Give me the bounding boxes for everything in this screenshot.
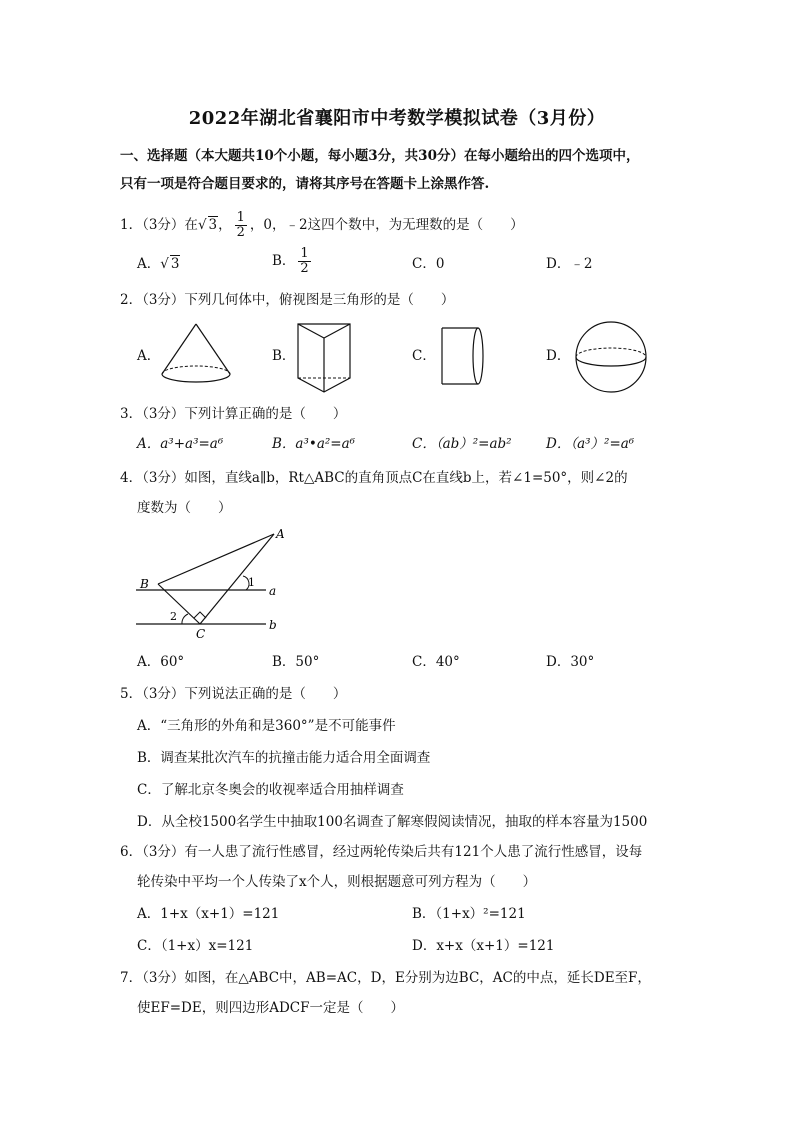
q4-option-a: A．60° [137,654,185,670]
segment-ac [200,534,277,624]
label-angle-1: 1 [248,576,255,589]
section-heading-line2: 只有一项是符合题目要求的，请将其序号在答题卡上涂黑作答. [120,176,490,192]
label-b-vertex: B [140,577,149,591]
angle-2-arc [182,614,188,624]
cone-icon [160,322,232,388]
q4-option-d: D．30° [546,654,595,670]
q1-suffix: ，0，﹣2这四个数中，为无理数的是（ ） [249,217,524,233]
label-line-a: a [269,584,277,598]
q6-option-a: A．1+x（x+1）=121 [137,906,280,922]
q2-option-b: B． [272,348,296,364]
segment-ab [158,534,274,584]
sqrt-symbol: √ 3 [160,256,180,272]
question-6-line2: 轮传染中平均一个人传染了x个人，则根据题意可列方程为（ ） [137,874,537,890]
sqrt-argument: 3 [208,217,218,233]
label-angle-2: 2 [170,610,177,623]
q6-option-c: C．（1+x）x=121 [137,938,254,954]
q5-option-b: B．调查某批次汽车的抗撞击能力适合用全面调查 [137,750,431,766]
question-3: 3．（3分）下列计算正确的是（ ） [120,406,347,422]
question-7-line2: 使EF=DE，则四边形ADCF一定是（ ） [137,1000,404,1016]
label-a-vertex: A [276,527,285,541]
q4-option-c: C．40° [412,654,460,670]
fraction-numerator: 1 [300,246,309,261]
q2-option-c: C． [412,348,436,364]
fraction-denominator: 2 [236,225,245,240]
q1-option-d: D．﹣2 [546,256,593,272]
q1-option-a [137,254,180,274]
q5-option-a: A．“三角形的外角和是360°”是不可能事件 [137,718,396,734]
q5-option-d: D．从全校1500名学生中抽取100名调查了解寒假阅读情况，抽取的样本容量为1500 [137,814,648,830]
q3-option-b: B．a³•a²=a⁶ [272,436,356,452]
q6-option-d: D．x+x（x+1）=121 [412,938,555,954]
q1-option-b-label: B． [272,253,296,269]
q4-option-b: B．50° [272,654,320,670]
sqrt-symbol: √ 3 [197,217,218,233]
q1-option-b [272,246,314,276]
q1-prefix: 1．（3分）在 [120,217,198,233]
q2-option-a: A． [137,348,161,364]
sqrt-argument: 3 [170,256,180,272]
q4-geometry-figure [136,528,286,640]
fraction-numerator: 1 [236,210,245,225]
q1-option-c: C．0 [412,256,445,272]
label-c-vertex: C [196,627,206,641]
q3-option-d: D．（a³）²=a⁶ [546,436,635,452]
label-line-b: b [269,618,277,632]
right-angle-mark [194,612,206,618]
cylinder-icon [438,326,486,388]
fraction-one-half [298,247,310,276]
question-2: 2．（3分）下列几何体中，俯视图是三角形的是（ ） [120,292,455,308]
section-heading-line1: 一、选择题（本大题共10个小题，每小题3分，共30分）在每小题给出的四个选项中， [120,148,640,164]
q6-option-b: B．（1+x）²=121 [412,906,526,922]
q2-option-d: D． [546,348,571,364]
question-4-line2: 度数为（ ） [137,500,232,516]
triangular-prism-icon [296,322,352,394]
sphere-icon [574,320,648,394]
q5-option-c: C．了解北京冬奥会的收视率适合用抽样调查 [137,782,404,798]
question-1: 1．（3分）在√ 3， $\frac{1}{2}$ ，0，﹣2这四个数中，为无理数的是（ ） [120,210,524,240]
page-title: 2022年湖北省襄阳市中考数学模拟试卷（3月份） [188,108,606,129]
question-4-line1: 4．（3分）如图，直线a∥b，Rt△ABC的直角顶点C在直线b上，若∠1=50°，则∠2的 [120,470,628,486]
question-6-line1: 6．（3分）有一人患了流行性感冒，经过两轮传染后共有121个人患了流行性感冒，设每 [120,844,643,860]
q3-option-c: C．（ab）²=ab² [412,436,512,452]
fraction-one-half [235,211,247,240]
q3-option-a: A．a³+a³=a⁶ [137,436,224,452]
fraction-denominator: 2 [300,261,309,276]
question-5: 5．（3分）下列说法正确的是（ ） [120,686,347,702]
question-7-line1: 7．（3分）如图，在△ABC中，AB=AC，D，E分别为边BC，AC的中点，延长DE至F， [120,970,651,986]
q1-option-a-label: A． [137,256,161,272]
